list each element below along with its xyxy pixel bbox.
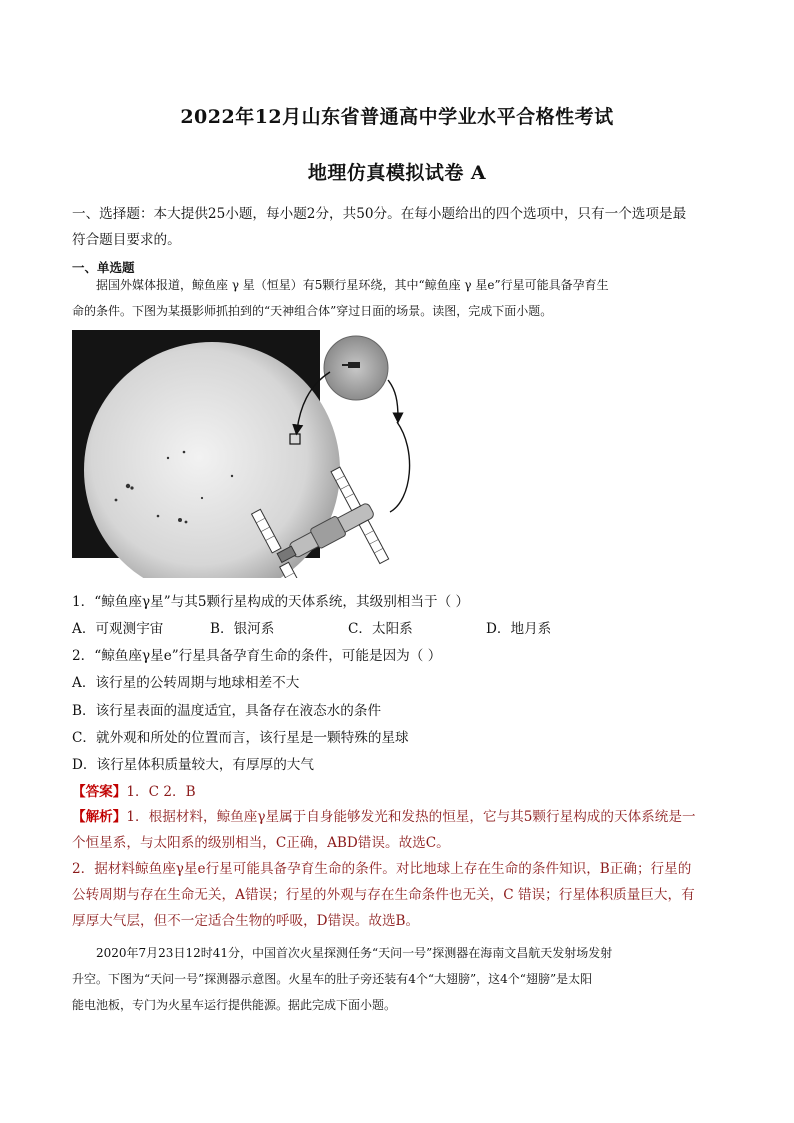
section-heading: 一、单选题 [72, 260, 135, 275]
sun-transit-illustration [72, 330, 422, 578]
question-2-option-d: D．该行星体积质量较大，有厚厚的大气 [72, 757, 314, 773]
question-1-option-c: C．太阳系 [348, 621, 413, 637]
analysis-label: 【解析】 [72, 809, 127, 825]
answer-text: 1．C 2．B [126, 784, 196, 800]
question-2-stem: 2．“鲸鱼座γ星e”行星具备孕育生命的条件，可能是因为（ ） [72, 648, 442, 664]
question-1-option-a: A．可观测宇宙 [72, 621, 164, 637]
detail-arc [390, 422, 410, 512]
analysis-line-5: 厚厚大气层，但不一定适合生物的呼吸，D错误。故选B。 [72, 913, 420, 929]
passage-2-line-1: 2020年7月23日12时41分，中国首次火星探测任务“天问一号”探测器在海南文昌航天发射场发射 [96, 946, 613, 960]
question-1-stem: 1．“鲸鱼座γ星”与其5颗行星构成的天体系统，其级别相当于（ ） [72, 594, 470, 610]
passage-2-line-3: 能电池板，专门为火星车运行提供能源。据此完成下面小题。 [72, 998, 397, 1012]
question-1-options [72, 617, 624, 637]
analysis-line-4: 公转周期与存在生命无关，A错误；行星的外观与存在生命条件也无关，C 错误；行星体积质量巨大，有 [72, 887, 695, 903]
question-1-option-b: B．银河系 [210, 621, 275, 637]
intro-instructions [72, 201, 724, 253]
passage-1-line-2: 命的条件。下图为某摄影师抓拍到的“天神组合体”穿过日面的场景。读图，完成下面小题。 [72, 304, 553, 318]
analysis-line-3: 2．据材料鲸鱼座γ星e行星可能具备孕育生命的条件。对比地球上存在生命的条件知识，B正确；行星的 [72, 861, 692, 877]
sun-transit-figure [72, 330, 422, 578]
question-2-option-c: C．就外观和所处的位置而言，该行星是一颗特殊的星球 [72, 730, 409, 746]
passage-2-line-2: 升空。下图为“天问一号”探测器示意图。火星车的肚子旁还装有4个“大翅膀”，这4个“翅膀”是太阳 [72, 972, 593, 986]
passage-1 [72, 272, 724, 324]
exam-title: 2022年12月山东省普通高中学业水平合格性考试 [180, 106, 614, 128]
exam-subtitle: 地理仿真模拟试卷 A [307, 162, 487, 184]
passage-1-line-1: 据国外媒体报道，鲸鱼座 γ 星（恒星）有5颗行星环绕，其中“鲸鱼座 γ 星e”行星可能具备孕育生 [96, 278, 609, 292]
intro-line-2: 符合题目要求的。 [72, 232, 181, 248]
analysis-block [72, 804, 724, 934]
analysis-line-2: 个恒星系，与太阳系的级别相当，C正确，ABD错误。故选C。 [72, 835, 450, 851]
question-1-option-d: D．地月系 [486, 621, 552, 637]
answer-label: 【答案】 [72, 784, 127, 800]
passage-2 [72, 940, 724, 1018]
intro-line-1: 一、选择题：本大提供25小题，每小题2分，共50分。在每小题给出的四个选项中，只有一个选项是最 [72, 206, 687, 222]
question-2-option-a: A．该行星的公转周期与地球相差不大 [72, 675, 300, 691]
answer-line [72, 780, 196, 800]
analysis-line-1: 1．根据材料，鲸鱼座γ星属于自身能够发光和发热的恒星，它与其5颗行星构成的天体系统是一 [126, 809, 696, 825]
question-2-option-b: B．该行星表面的温度适宜，具备存在液态水的条件 [72, 703, 382, 719]
